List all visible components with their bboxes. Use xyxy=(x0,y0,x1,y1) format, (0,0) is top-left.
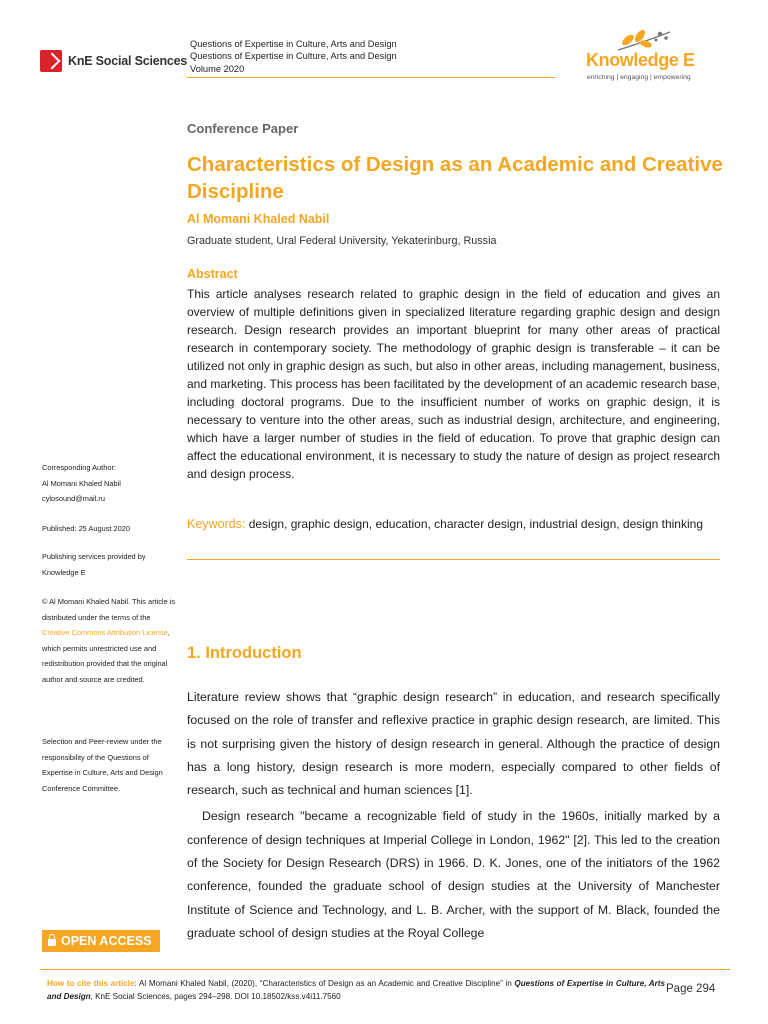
license-text: Al Momani Khaled Nabil. This article is distributed under the terms of the xyxy=(42,597,176,622)
kne-logo-icon xyxy=(40,50,62,72)
journal-line: Questions of Expertise in Culture, Arts and Design xyxy=(190,39,397,49)
open-access-label: OPEN ACCESS xyxy=(61,934,152,948)
leaf-branch-icon xyxy=(614,28,674,52)
journal-info xyxy=(190,38,397,75)
license-text-end: , which permits unrestricted use and redistribution provided that the original author and source are credited. xyxy=(42,628,170,684)
kne-logo-text: KnE Social Sciences xyxy=(68,54,188,68)
knowledge-e-tagline: enriching | engaging | empowering xyxy=(587,74,691,81)
journal-volume: Volume 2020 xyxy=(190,63,245,74)
header-divider xyxy=(187,77,555,78)
article-title: Characteristics of Design as an Academic and Creative Discipline xyxy=(187,153,723,203)
article-type: Conference Paper xyxy=(187,121,299,136)
knowledge-e-name: Knowledge E xyxy=(586,50,695,70)
keywords-divider xyxy=(187,559,720,560)
paragraph: Literature review shows that “graphic design research” in education, and research specifically focused on the role of transfer and reflexive practice in graphic design research, are limited. This is not surprising given the history of design research in general. Although the practice of design has a long history, design research is more modern, especially compared to other fields of research, such as technical and human sciences [1]. xyxy=(187,690,720,798)
paragraph: Design research "became a recognizable field of study in the 1960s, initially marked by a conference of design techniques at Imperial College in London, 1962" [2]. This led to the creation of the Society for Design Research (DRS) in 1966. D. K. Jones, one of the initiators of the 1962 conference, founded the graduate school of design studies at the University of Manchester Institute of Science and Technology, and L. B. Archer, with the support of M. Black, founded the graduate school of design studies at the Royal College xyxy=(187,809,720,940)
keywords xyxy=(187,515,720,533)
license-statement xyxy=(42,594,176,687)
knowledge-e-logo xyxy=(586,28,736,88)
section-heading: 1. Introduction xyxy=(187,644,302,662)
corresponding-label: Corresponding Author: xyxy=(42,463,116,472)
footer-divider xyxy=(40,969,730,970)
abstract-heading: Abstract xyxy=(187,267,238,281)
author-affiliation: Graduate student, Ural Federal University, Yekaterinburg, Russia xyxy=(187,235,497,247)
open-access-badge xyxy=(42,930,160,952)
corresponding-author xyxy=(42,460,176,507)
published-date: Published: 25 August 2020 xyxy=(42,524,130,533)
citation-label: How to cite this article xyxy=(47,979,135,988)
citation xyxy=(47,978,665,1003)
citation-journal: Questions of Expertise in Culture, Arts and Design xyxy=(47,979,665,1001)
keywords-label: Keywords: xyxy=(187,517,246,531)
journal-line: Questions of Expertise in Culture, Arts and Design xyxy=(190,51,397,62)
peer-review-note: Selection and Peer-review under the responsibility of the Questions of Expertise in Culture, Arts and Design Conference Committee. xyxy=(42,737,163,793)
page-number: Page 294 xyxy=(666,983,716,995)
citation-rest: , KnE Social Sciences, pages 294–298. DOI 10.18502/kss.v4i11.7560 xyxy=(90,991,341,1001)
introduction-body xyxy=(187,686,720,945)
corresponding-email[interactable]: cylosound@mail.ru xyxy=(42,494,105,503)
kne-social-sciences-logo xyxy=(40,50,187,72)
corresponding-name: Al Momani Khaled Nabil xyxy=(42,478,121,488)
open-lock-icon xyxy=(48,939,56,946)
publishing-services: Publishing services provided by Knowledge E xyxy=(42,552,146,577)
abstract-text: This article analyses research related to graphic design in the field of education and gives an overview of multiple definitions given in specialized literature regarding graphic design and design research. Design research provides an important blueprint for many other areas of practical research in contemporary society. The methodology of graphic design is transferable – it can be utilized not only in graphic design as such, but also in other areas, including management, business, and marketing. This process has been facilitated by the development of an academic research base, including doctoral programs. Due to the insufficient number of works on graphic design, it is necessary to venture into the other areas, such as industrial design, architecture, and engineering, which have a larger number of studies in the field of education. To prove that graphic design can affect the educational environment, it is necessary to study the nature of design as project research and design process. xyxy=(187,287,720,481)
license-link[interactable]: Creative Commons Attribution License xyxy=(42,628,168,637)
author-name: Al Momani Khaled Nabil xyxy=(187,212,330,226)
keywords-list: design, graphic design, education, character design, industrial design, design thinking xyxy=(248,517,703,531)
citation-text: : Al Momani Khaled Nabil, (2020), “Characteristics of Design as an Academic and Creative Discipline” in xyxy=(134,979,515,988)
copyright-icon: © xyxy=(42,597,48,606)
